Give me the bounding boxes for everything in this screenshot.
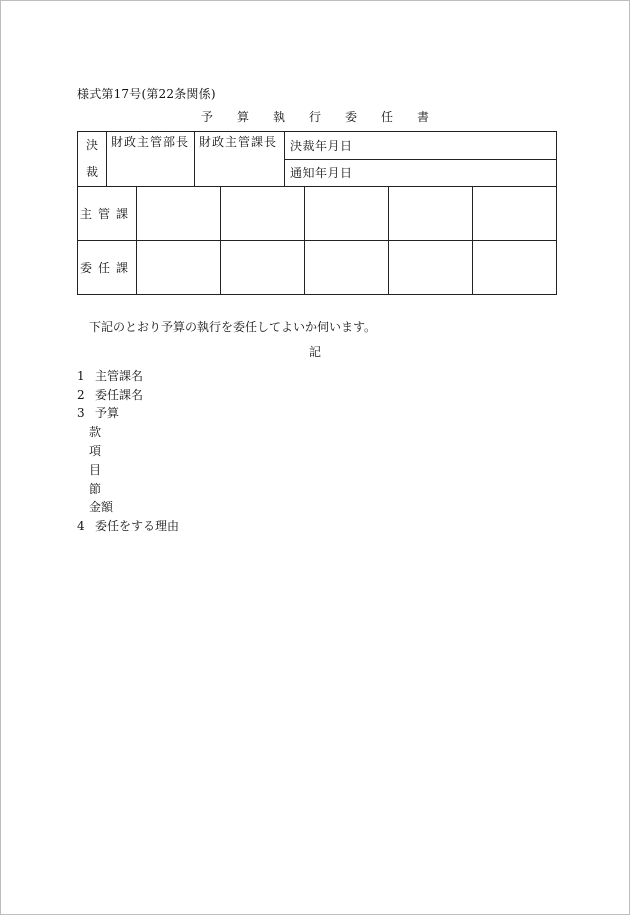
title-char: 予 <box>200 110 213 124</box>
list-item <box>77 367 143 384</box>
item-number: 4 <box>77 519 85 533</box>
department-table <box>77 186 557 295</box>
delegated-section-entry-cell[interactable] <box>305 241 389 295</box>
notice-date-label: 通知年月日 <box>290 166 353 181</box>
item-number: 2 <box>77 388 85 402</box>
decision-date-cell[interactable] <box>285 132 557 160</box>
approver-section-chief-cell[interactable] <box>195 132 285 187</box>
decision-table <box>77 131 557 187</box>
item-number: 1 <box>77 369 85 383</box>
item-text: 項 <box>89 444 102 458</box>
document-title <box>0 108 630 125</box>
table-row <box>78 187 557 241</box>
delegated-section-entry-cell[interactable] <box>221 241 305 295</box>
title-char: 書 <box>416 110 429 124</box>
managing-section-entry-cell[interactable] <box>137 187 221 241</box>
row-label-managing-section: 主管課 <box>78 187 137 241</box>
delegated-section-entry-cell[interactable] <box>473 241 557 295</box>
approver-section-chief-label: 財政主管課長 <box>199 135 278 149</box>
managing-section-entry-cell[interactable] <box>305 187 389 241</box>
decision-label-cell <box>78 132 107 187</box>
item-text: 金額 <box>89 500 114 514</box>
title-char: 委 <box>344 110 357 124</box>
item-text: 款 <box>89 425 102 439</box>
approver-department-director-cell[interactable] <box>107 132 195 187</box>
item-text: 節 <box>89 482 102 496</box>
item-text: 主管課名 <box>95 369 144 383</box>
sub-item <box>89 442 101 459</box>
intro-text: 下記のとおり予算の執行を委任してよいか伺います。 <box>89 320 377 334</box>
item-text: 予算 <box>95 406 120 420</box>
title-char: 行 <box>308 110 321 124</box>
list-item <box>77 517 179 534</box>
decision-date-label: 決裁年月日 <box>290 138 353 153</box>
sub-item <box>89 498 113 515</box>
form-number-label: 様式第17号(第22条関係) <box>77 87 216 101</box>
item-text: 目 <box>89 463 102 477</box>
sub-item <box>89 461 101 478</box>
item-text: 委任課名 <box>95 388 144 402</box>
item-number: 3 <box>77 406 85 420</box>
item-text: 委任をする理由 <box>95 519 180 533</box>
sub-item <box>89 423 101 440</box>
title-char: 執 <box>272 110 285 124</box>
approver-department-director-label: 財政主管部長 <box>111 135 190 149</box>
row-label-delegated-section: 委任課 <box>78 241 137 295</box>
title-char: 算 <box>236 110 249 124</box>
title-char: 任 <box>380 110 393 124</box>
list-item <box>77 404 119 421</box>
table-row <box>78 241 557 295</box>
list-item <box>77 386 143 403</box>
sub-item <box>89 480 101 497</box>
managing-section-entry-cell[interactable] <box>473 187 557 241</box>
decision-char: 決 <box>85 138 98 152</box>
notice-date-cell[interactable] <box>285 159 557 187</box>
ki-heading: 記 <box>308 345 321 359</box>
decision-char: 裁 <box>85 165 98 179</box>
managing-section-entry-cell[interactable] <box>389 187 473 241</box>
delegated-section-entry-cell[interactable] <box>137 241 221 295</box>
delegated-section-entry-cell[interactable] <box>389 241 473 295</box>
managing-section-entry-cell[interactable] <box>221 187 305 241</box>
